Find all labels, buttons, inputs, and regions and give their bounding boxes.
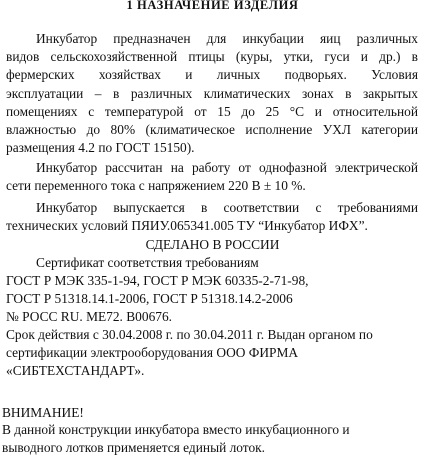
certificate-line: ГОСТ Р МЭК 335-1-94, ГОСТ Р МЭК 60335-2-71-98, bbox=[6, 273, 309, 288]
notice-line: выводного лотков применяется единый лоток. bbox=[2, 440, 266, 455]
purpose-line: помещениях с температурой от 15 до 25 °С и относительной bbox=[6, 103, 418, 119]
standard-line: технических условий ПЯИУ.065341.005 ТУ “Инкубатор ИФХ”. bbox=[6, 218, 368, 234]
standard-line: Инкубатор выпускается в соответствии с требованиями bbox=[36, 200, 418, 215]
made-in-russia: СДЕЛАНО В РОССИИ bbox=[145, 237, 280, 252]
section-heading: 1 НАЗНАЧЕНИЕ ИЗДЕЛИЯ bbox=[126, 0, 299, 12]
purpose-line: размещения 4.2 по ГОСТ 15150). bbox=[6, 140, 195, 156]
certificate-validity: Срок действия с 30.04.2008 г. по 30.04.2011 г. Выдан органом по bbox=[6, 327, 373, 342]
power-paragraph bbox=[6, 159, 418, 195]
purpose-line: влажностью до 80% (климатическое исполнение УХЛ категории bbox=[6, 122, 418, 138]
certificate-heading: Сертификат соответствия требованиям bbox=[36, 255, 259, 270]
purpose-line: фермерских хозяйствах и личных подворьях. Условия bbox=[6, 67, 418, 83]
certificate-issuer: сертификации электрооборудования ООО ФИРМА bbox=[6, 345, 299, 360]
certificate-issuer: «СИБТЕХСТАНДАРТ». bbox=[6, 363, 145, 378]
power-line: Инкубатор рассчитан на работу от однофазной электрической bbox=[36, 160, 418, 175]
certificate-number: № РОСС RU. МЕ72. В00676. bbox=[6, 309, 173, 324]
certificate-line: ГОСТ Р 51318.14.1-2006, ГОСТ Р 51318.14.2-2006 bbox=[6, 291, 293, 306]
notice-line: В данной конструкции инкубатора вместо инкубационного и bbox=[2, 422, 350, 437]
notice-title: ВНИМАНИЕ! bbox=[2, 405, 84, 420]
purpose-paragraph bbox=[6, 30, 418, 157]
power-line: сети переменного тока с напряжением 220 В ± 10 %. bbox=[6, 178, 306, 194]
purpose-line: видов сельскохозяйственной птицы (куры, утки, гуси и др.) в bbox=[6, 49, 418, 65]
standard-paragraph bbox=[6, 199, 418, 235]
purpose-line: Инкубатор предназначен для инкубации яиц различных bbox=[36, 31, 418, 46]
purpose-line: эксплуатации – в различных климатических зонах в закрытых bbox=[6, 85, 418, 101]
